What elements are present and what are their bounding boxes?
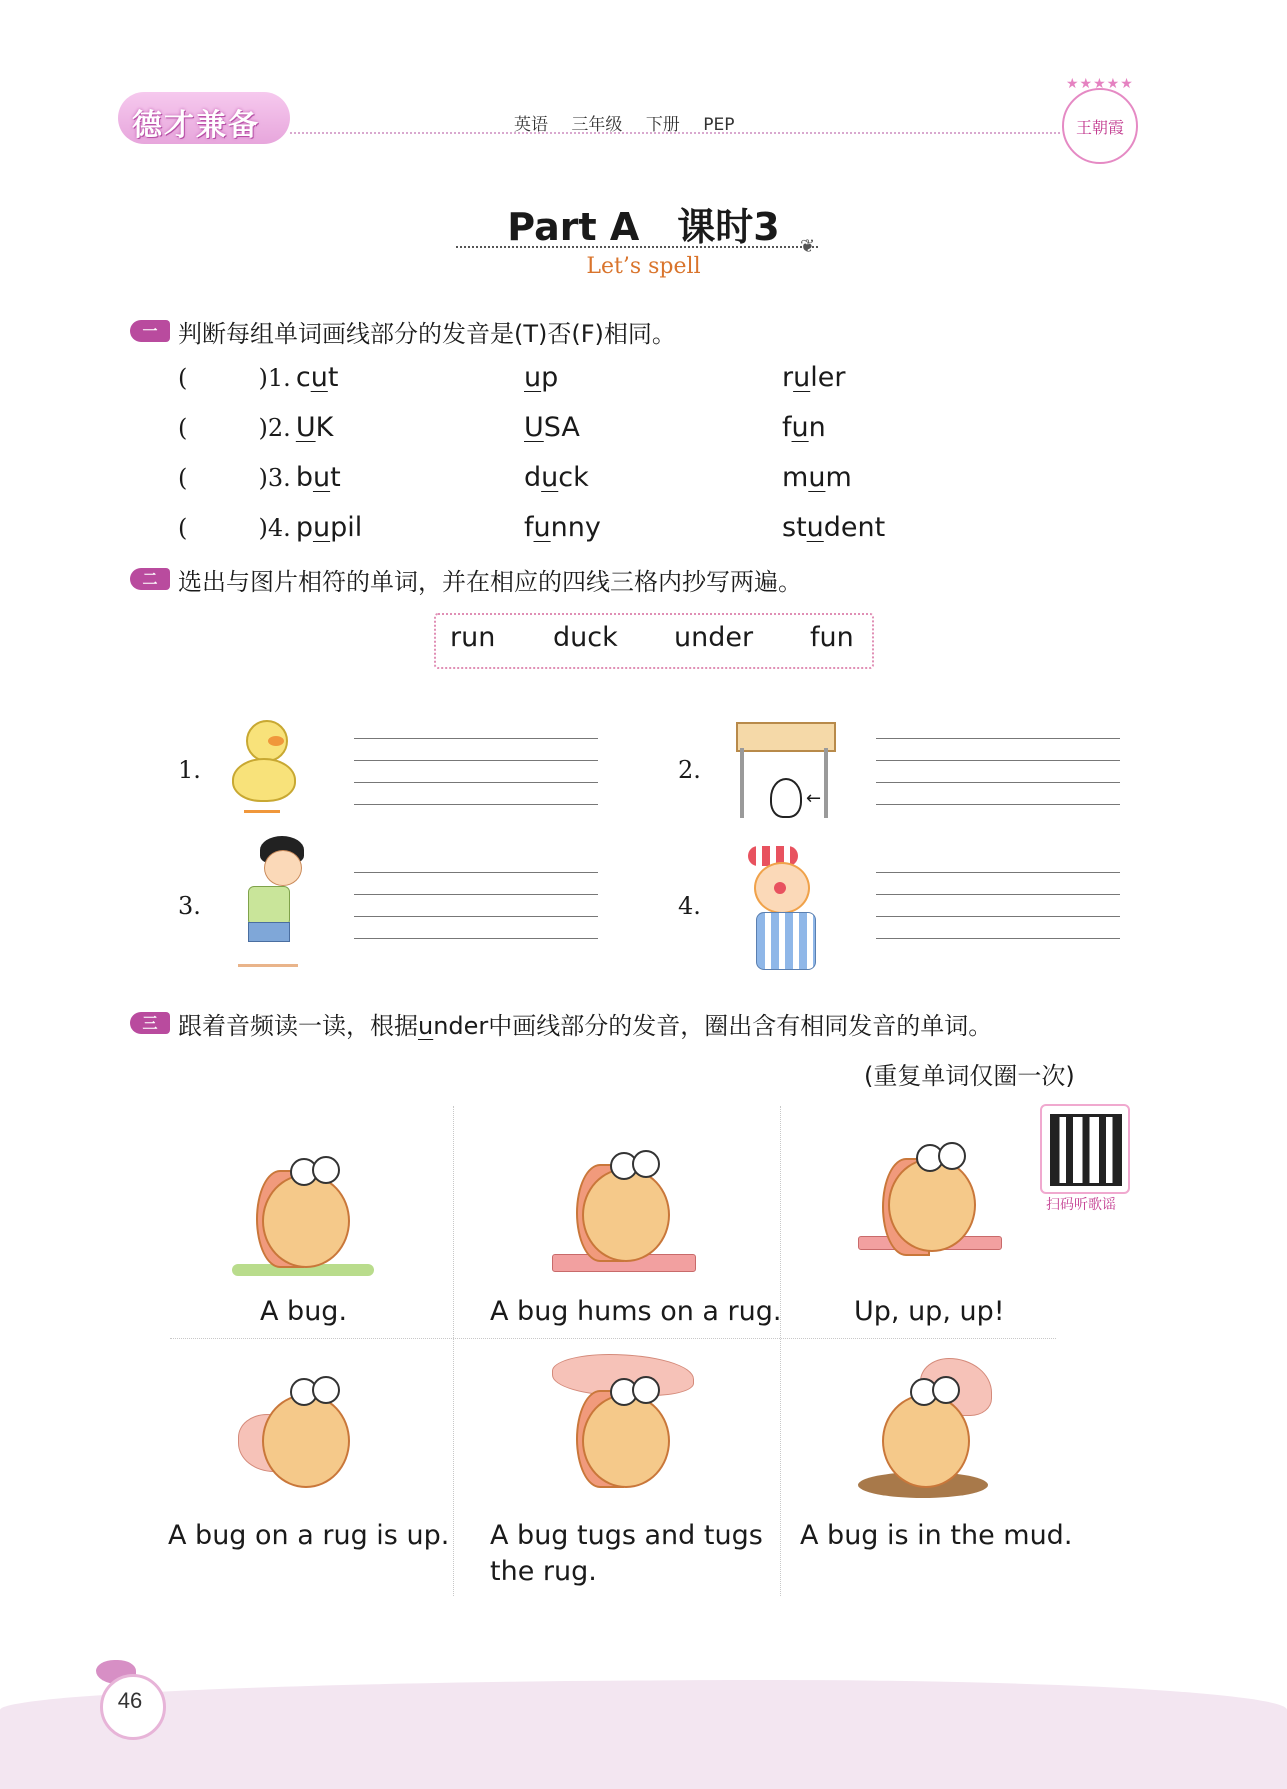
- header-edition: PEP: [703, 115, 735, 135]
- word-3: student: [782, 512, 886, 543]
- word-1: cut: [295, 362, 339, 393]
- bug-on-rug-picture: [548, 1128, 698, 1278]
- section2-instruction: 选出与图片相符的单词，并在相应的四线三格内抄写两遍。: [178, 568, 802, 596]
- chant-caption: Up, up, up!: [854, 1296, 1005, 1327]
- word-bank-word: fun: [810, 622, 854, 653]
- word-1: UK: [295, 412, 334, 443]
- word-2: funny: [524, 512, 601, 543]
- clown-picture: [740, 846, 826, 970]
- header-grade: 三年级: [571, 115, 623, 135]
- word-1: pupil: [295, 512, 363, 543]
- bug-tugging-rug-picture: [548, 1354, 698, 1504]
- header-subject: 英语: [514, 115, 548, 135]
- chant-caption: A bug hums on a rug.: [490, 1296, 782, 1327]
- title-divider: [456, 246, 818, 248]
- word-3: mum: [782, 462, 852, 493]
- bug-flipping-rug-picture: [228, 1354, 378, 1504]
- page-title: Part A 课时3: [507, 205, 780, 249]
- section-badge-2: 二: [130, 568, 170, 590]
- section3-instruction: 跟着音频读一读，根据under中画线部分的发音，圈出含有相同发音的单词。: [178, 1012, 993, 1040]
- word-2: duck: [524, 462, 589, 493]
- section-badge-3: 三: [130, 1012, 170, 1034]
- item-number: 4.: [678, 892, 701, 920]
- question-number: )4.: [258, 514, 291, 542]
- question-number: )2.: [258, 414, 291, 442]
- seal-text: 王朝霞: [1075, 117, 1124, 137]
- section1-instruction: 判断每组单词画线部分的发音是(T)否(F)相同。: [178, 320, 676, 348]
- grid-divider: [170, 1338, 1056, 1339]
- word-bank-word: run: [450, 622, 496, 653]
- seal-stars-icon: ★★★★★: [1066, 76, 1134, 92]
- word-bank-word: duck: [553, 622, 618, 653]
- bug-in-mud-picture: [848, 1354, 998, 1504]
- word-3: ruler: [782, 362, 846, 393]
- word-3: fun: [782, 412, 826, 443]
- footer-band: [0, 1680, 1287, 1789]
- chant-caption: the rug.: [490, 1556, 597, 1587]
- bug-jumping-picture: [854, 1128, 1004, 1278]
- page-number: 46: [117, 1688, 143, 1713]
- running-boy-picture: [224, 836, 316, 968]
- logo-text: 德才兼备: [132, 108, 260, 143]
- writing-lines[interactable]: [354, 872, 598, 938]
- header-volume: 下册: [645, 115, 680, 135]
- author-seal: [1062, 88, 1138, 164]
- word-1: but: [295, 462, 341, 493]
- item-number: 1.: [178, 756, 201, 784]
- panda-under-table-picture: ←: [736, 722, 832, 822]
- word-bank: [434, 613, 874, 669]
- question-number: )3.: [258, 464, 291, 492]
- chant-caption: A bug on a rug is up.: [168, 1520, 450, 1551]
- grid-divider: [453, 1106, 454, 1596]
- bug-picture: [228, 1134, 378, 1284]
- duck-picture: [228, 714, 296, 818]
- section-badge-1: 一: [130, 320, 170, 342]
- exercise1-row: [178, 362, 338, 393]
- qr-code-icon[interactable]: [1050, 1114, 1122, 1186]
- exercise1-row: [178, 412, 333, 443]
- question-number: )1.: [258, 364, 291, 392]
- answer-paren-open: (: [178, 464, 188, 492]
- exercise1-row: [178, 462, 341, 493]
- chant-caption: A bug is in the mud.: [800, 1520, 1073, 1551]
- grid-divider: [780, 1106, 781, 1596]
- leaf-icon: ❦: [800, 236, 816, 257]
- word-bank-word: under: [674, 622, 754, 653]
- chant-caption: A bug tugs and tugs: [490, 1520, 763, 1551]
- qr-label: 扫码听歌谣: [1046, 1197, 1116, 1213]
- word-2: up: [524, 362, 559, 393]
- header-info: [514, 110, 752, 135]
- word-2: USA: [524, 412, 580, 443]
- answer-paren-open: (: [178, 514, 188, 542]
- writing-lines[interactable]: [876, 872, 1120, 938]
- writing-lines[interactable]: [876, 738, 1120, 804]
- page-subtitle: Let’s spell: [586, 254, 701, 279]
- section3-note: (重复单词仅圈一次): [864, 1062, 1075, 1090]
- exercise1-row: [178, 512, 362, 543]
- answer-paren-open: (: [178, 414, 188, 442]
- item-number: 2.: [678, 756, 701, 784]
- chant-caption: A bug.: [260, 1296, 348, 1327]
- exercise1-list: [178, 362, 978, 562]
- item-number: 3.: [178, 892, 201, 920]
- answer-paren-open: (: [178, 364, 188, 392]
- writing-lines[interactable]: [354, 738, 598, 804]
